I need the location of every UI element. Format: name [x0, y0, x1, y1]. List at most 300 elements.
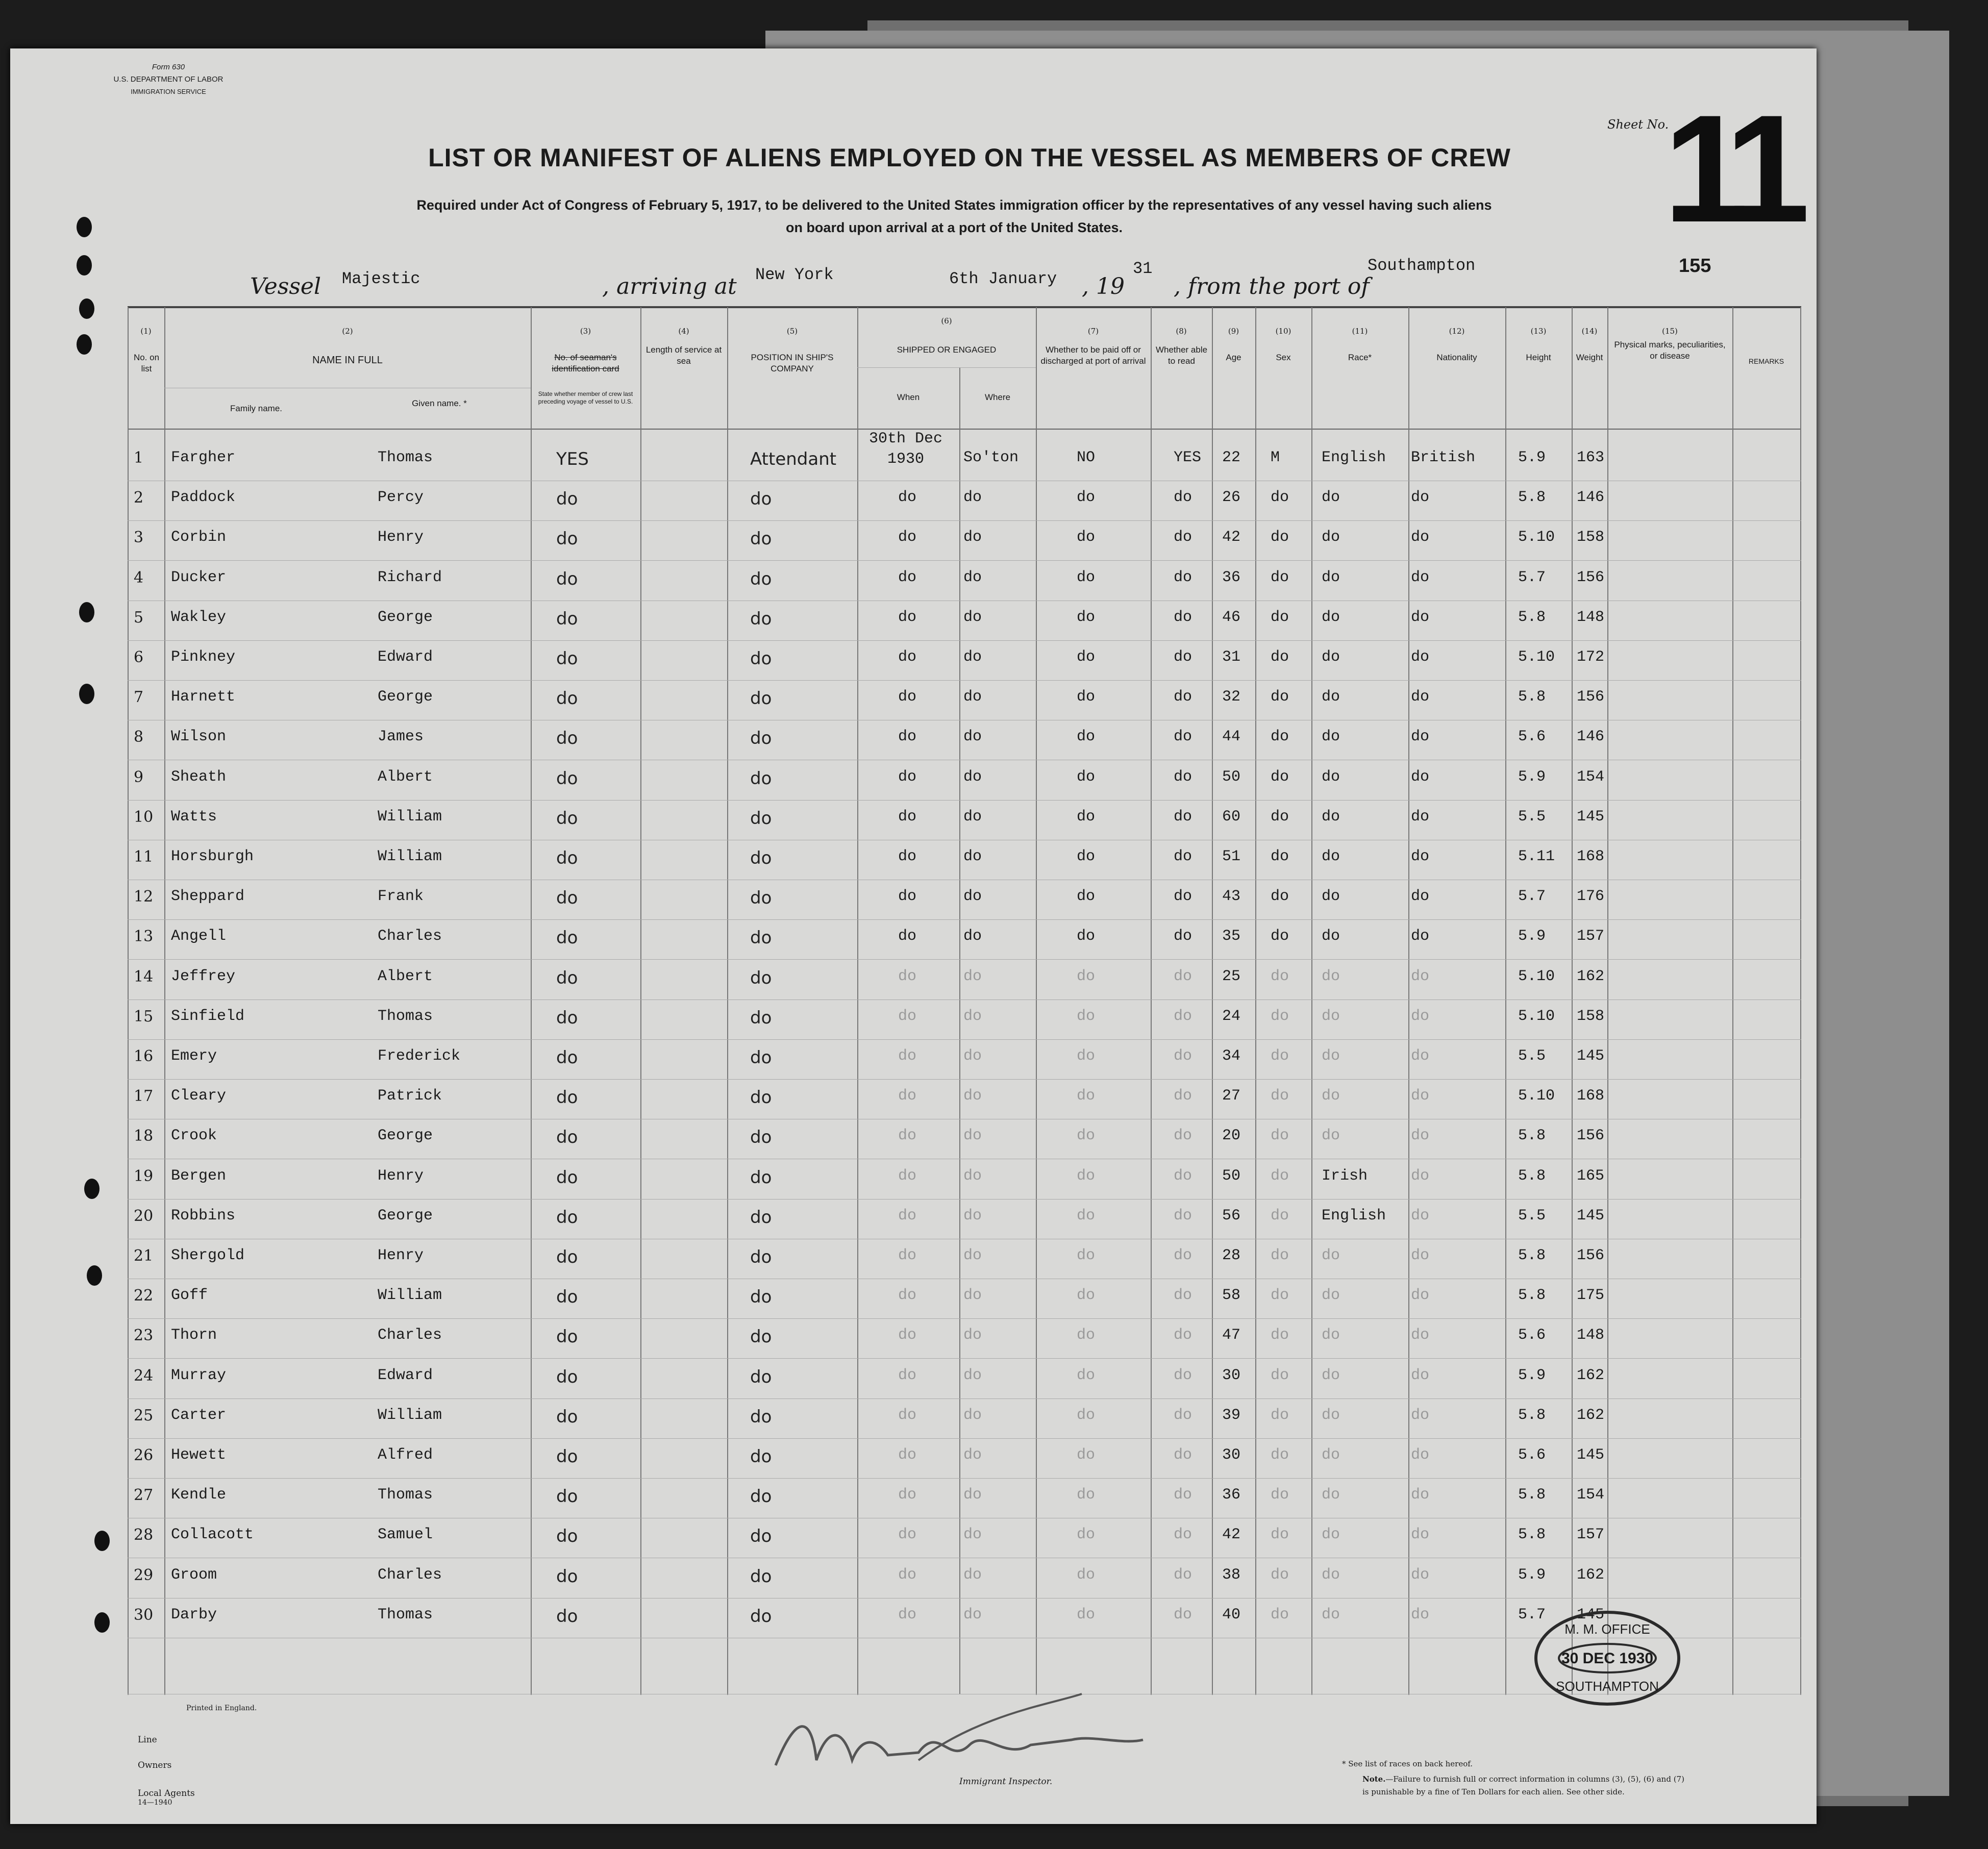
cell-paid-off: do	[1077, 608, 1096, 626]
cell-row-number: 1	[134, 449, 144, 467]
cell-height: 5.10	[1518, 967, 1555, 985]
cell-age: 51	[1222, 848, 1241, 865]
cell-shipped-when: do	[898, 1247, 917, 1264]
cell-paid-off: do	[1077, 728, 1096, 746]
cell-shipped-when: do	[898, 808, 917, 826]
cell-shipped-where: do	[963, 768, 982, 786]
cell-height: 5.10	[1518, 529, 1555, 546]
cell-weight: 156	[1577, 1247, 1605, 1264]
row-rule	[128, 1478, 1801, 1479]
cell-sex: do	[1271, 1406, 1289, 1424]
cell-able-to-read: do	[1174, 848, 1192, 865]
cell-shipped-where: do	[963, 1446, 982, 1464]
races-note: * See list of races on back hereof.	[1342, 1759, 1473, 1768]
header-separator	[128, 429, 1801, 430]
cell-position: do	[750, 1247, 772, 1267]
cell-race: do	[1322, 1606, 1340, 1623]
cell-given-name: James	[378, 728, 424, 746]
cell-height: 5.10	[1518, 1087, 1555, 1105]
cell-weight: 168	[1577, 1087, 1605, 1105]
cell-nationality: do	[1411, 1566, 1430, 1584]
cell-shipped-where: do	[963, 928, 982, 945]
cell-sex: do	[1271, 1287, 1289, 1305]
cell-shipped-when: do	[898, 489, 917, 507]
sheet-label: Sheet No.	[1607, 117, 1669, 132]
cell-age: 36	[1222, 568, 1241, 586]
cell-row-number: 5	[134, 608, 144, 627]
cell-shipped-where: do	[963, 1327, 982, 1344]
cell-weight: 145	[1577, 1446, 1605, 1464]
cell-given-name: Samuel	[378, 1526, 433, 1544]
owners-label: Owners	[138, 1760, 172, 1770]
col-where: Where	[984, 392, 1011, 402]
col-name-in-full: NAME IN FULL	[312, 355, 383, 366]
cell-sex: do	[1271, 728, 1289, 746]
cell-shipped-where: do	[963, 1047, 982, 1065]
cell-position: do	[750, 848, 772, 868]
cell-shipped-where: do	[963, 1526, 982, 1544]
cell-weight: 145	[1577, 808, 1605, 826]
cell-age: 50	[1222, 1167, 1241, 1185]
cell-weight: 145	[1577, 1047, 1605, 1065]
vessel-name: Majestic	[342, 269, 420, 288]
office-stamp	[1531, 1607, 1684, 1709]
cell-able-to-read: do	[1174, 1127, 1192, 1145]
cell-paid-off: do	[1077, 1127, 1096, 1145]
cell-able-to-read: do	[1174, 888, 1192, 906]
cell-paid-off: do	[1077, 568, 1096, 586]
col-remarks: REMARKS	[1748, 357, 1784, 365]
cell-sex: do	[1271, 1007, 1289, 1025]
cell-nationality: do	[1411, 1486, 1430, 1504]
subtitle-line-2: on board upon arrival at a port of the United States.	[785, 220, 1123, 235]
cell-able-to-read: do	[1174, 568, 1192, 586]
cell-height: 5.7	[1518, 568, 1546, 586]
cell-sex: do	[1271, 928, 1289, 945]
cell-shipped-where: do	[963, 608, 982, 626]
cell-previous-voyage: do	[556, 1167, 578, 1188]
cell-age: 24	[1222, 1007, 1241, 1025]
cell-nationality: do	[1411, 1526, 1430, 1544]
page-number: 155	[1679, 255, 1711, 277]
table-row	[0, 489, 1817, 529]
form-code: 14—1940	[138, 1798, 172, 1807]
cell-previous-voyage: do	[556, 1047, 578, 1068]
col-2-num: (2)	[342, 327, 353, 336]
note-line-2: is punishable by a fine of Ten Dollars for each alien. See other side.	[1362, 1787, 1625, 1796]
cell-height: 5.9	[1518, 768, 1546, 786]
cell-row-number: 22	[134, 1287, 154, 1305]
cell-shipped-when: do	[898, 928, 917, 945]
cell-age: 58	[1222, 1287, 1241, 1305]
cell-height: 5.8	[1518, 1167, 1546, 1185]
cell-given-name: George	[378, 1127, 433, 1145]
cell-row-number: 6	[134, 648, 144, 666]
cell-nationality: do	[1411, 768, 1430, 786]
cell-height: 5.5	[1518, 1047, 1546, 1065]
cell-paid-off: do	[1077, 1566, 1096, 1584]
cell-height: 5.9	[1518, 1566, 1546, 1584]
cell-race: do	[1322, 928, 1340, 945]
cell-nationality: do	[1411, 648, 1430, 666]
table-row	[0, 968, 1817, 1008]
table-row	[0, 1566, 1817, 1606]
table-row	[0, 1287, 1817, 1327]
cell-shipped-when: do	[898, 688, 917, 706]
punch-hole	[77, 334, 92, 355]
cell-sex: do	[1271, 1207, 1289, 1225]
cell-shipped-when: do	[898, 1446, 917, 1464]
cell-height: 5.10	[1518, 648, 1555, 666]
cell-family-name: Robbins	[171, 1207, 236, 1225]
cell-age: 44	[1222, 728, 1241, 746]
cell-sex: M	[1271, 449, 1280, 466]
cell-previous-voyage: do	[556, 608, 578, 629]
cell-position: do	[750, 1207, 772, 1228]
cell-paid-off: do	[1077, 1167, 1096, 1185]
header-subrule	[857, 367, 1036, 368]
form-header	[92, 61, 245, 98]
stamp-date: 30 DEC 1930	[1561, 1650, 1654, 1667]
cell-height: 5.8	[1518, 688, 1546, 706]
cell-paid-off: do	[1077, 808, 1096, 826]
page-subtitle	[265, 194, 1643, 239]
cell-given-name: Albert	[378, 967, 433, 985]
cell-family-name: Collacott	[171, 1526, 254, 1544]
cell-position: do	[750, 1327, 772, 1347]
table-row	[0, 1327, 1817, 1366]
cell-previous-voyage: do	[556, 1087, 578, 1108]
cell-previous-voyage: do	[556, 768, 578, 789]
cell-weight: 176	[1577, 888, 1605, 906]
cell-row-number: 30	[134, 1606, 154, 1624]
cell-given-name: Henry	[378, 529, 424, 546]
cell-shipped-when: do	[898, 1526, 917, 1544]
cell-able-to-read: do	[1174, 1207, 1192, 1225]
cell-previous-voyage: do	[556, 1007, 578, 1028]
cell-paid-off: do	[1077, 489, 1096, 507]
cell-shipped-when: do	[898, 1047, 917, 1065]
cell-row-number: 27	[134, 1486, 154, 1505]
cell-given-name: George	[378, 688, 433, 706]
table-row	[0, 1207, 1817, 1247]
note-line-1: —Failure to furnish full or correct information in columns (3), (5), (6) and (7)	[1385, 1775, 1684, 1784]
cell-paid-off: do	[1077, 1087, 1096, 1105]
cell-previous-voyage: do	[556, 1526, 578, 1547]
cell-race: do	[1322, 1446, 1340, 1464]
inspector-label: Immigrant Inspector.	[959, 1777, 1053, 1787]
cell-position: do	[750, 489, 772, 510]
cell-weight: 162	[1577, 1366, 1605, 1384]
table-row	[0, 808, 1817, 848]
col-given-name: Given name. *	[412, 398, 467, 408]
cell-position: Attendant	[750, 449, 837, 469]
cell-nationality: do	[1411, 1247, 1430, 1264]
row-rule	[128, 1398, 1801, 1399]
cell-row-number: 28	[134, 1526, 154, 1544]
cell-race: do	[1322, 1127, 1340, 1145]
cell-sex: do	[1271, 1127, 1289, 1145]
cell-paid-off: do	[1077, 1207, 1096, 1225]
cell-sex: do	[1271, 608, 1289, 626]
cell-previous-voyage: do	[556, 1327, 578, 1347]
form-number: Form 630	[152, 63, 185, 71]
cell-given-name: Thomas	[378, 1486, 433, 1504]
col-id-card-struck: No. of seaman's identification card	[552, 353, 619, 373]
cell-row-number: 8	[134, 728, 144, 746]
cell-age: 26	[1222, 489, 1241, 507]
cell-weight: 145	[1577, 1207, 1605, 1225]
cell-shipped-where: do	[963, 888, 982, 906]
cell-position: do	[750, 768, 772, 789]
cell-previous-voyage: do	[556, 1446, 578, 1467]
table-row	[0, 1047, 1817, 1087]
cell-shipped-where: do	[963, 1087, 982, 1105]
cell-row-number: 3	[134, 529, 144, 547]
cell-age: 28	[1222, 1247, 1241, 1264]
cell-height: 5.8	[1518, 489, 1546, 507]
cell-family-name: Cleary	[171, 1087, 227, 1105]
cell-weight: 156	[1577, 688, 1605, 706]
cell-height: 5.9	[1518, 928, 1546, 945]
col-age: Age	[1226, 353, 1241, 362]
cell-race: do	[1322, 1526, 1340, 1544]
from-label: , from the port of	[1174, 273, 1370, 299]
col-13-num: (13)	[1530, 327, 1547, 336]
table-row	[0, 1127, 1817, 1167]
cell-sex: do	[1271, 1087, 1289, 1105]
cell-weight: 154	[1577, 768, 1605, 786]
cell-age: 46	[1222, 608, 1241, 626]
cell-race: do	[1322, 1366, 1340, 1384]
cell-position: do	[750, 967, 772, 988]
cell-height: 5.6	[1518, 1327, 1546, 1344]
cell-nationality: do	[1411, 489, 1430, 507]
cell-sex: do	[1271, 1486, 1289, 1504]
col-14-num: (14)	[1581, 327, 1598, 336]
cell-height: 5.7	[1518, 1606, 1546, 1623]
cell-given-name: Edward	[378, 648, 433, 666]
cell-height: 5.5	[1518, 1207, 1546, 1225]
cell-nationality: do	[1411, 1127, 1430, 1145]
table-row	[0, 928, 1817, 967]
year-prefix: , 19	[1082, 273, 1125, 299]
cell-race: do	[1322, 529, 1340, 546]
cell-able-to-read: do	[1174, 928, 1192, 945]
col-3-num: (3)	[580, 327, 591, 336]
cell-weight: 148	[1577, 608, 1605, 626]
cell-shipped-where: do	[963, 1207, 982, 1225]
cell-sex: do	[1271, 1167, 1289, 1185]
cell-height: 5.8	[1518, 1486, 1546, 1504]
cell-shipped-when: do	[898, 1366, 917, 1384]
cell-paid-off: do	[1077, 1247, 1096, 1264]
cell-race: do	[1322, 1047, 1340, 1065]
cell-previous-voyage: do	[556, 1566, 578, 1587]
cell-row-number: 18	[134, 1127, 154, 1145]
cell-sex: do	[1271, 1247, 1289, 1264]
cell-able-to-read: do	[1174, 1526, 1192, 1544]
cell-row-number: 26	[134, 1446, 154, 1464]
cell-position: do	[750, 688, 772, 709]
cell-weight: 145	[1577, 1606, 1605, 1623]
cell-position: do	[750, 1127, 772, 1148]
cell-height: 5.10	[1518, 1007, 1555, 1025]
cell-row-number: 21	[134, 1247, 154, 1265]
cell-weight: 175	[1577, 1287, 1605, 1305]
punch-hole	[77, 217, 92, 237]
cell-race: do	[1322, 967, 1340, 985]
cell-row-number: 23	[134, 1327, 154, 1345]
cell-sex: do	[1271, 1366, 1289, 1384]
cell-family-name: Pinkney	[171, 648, 236, 666]
cell-age: 42	[1222, 1526, 1241, 1544]
cell-able-to-read: do	[1174, 1446, 1192, 1464]
cell-row-number: 15	[134, 1007, 154, 1026]
cell-family-name: Angell	[171, 928, 227, 945]
cell-able-to-read: do	[1174, 1087, 1192, 1105]
col-11-num: (11)	[1352, 327, 1368, 336]
cell-able-to-read: do	[1174, 768, 1192, 786]
cell-nationality: do	[1411, 529, 1430, 546]
cell-paid-off: do	[1077, 1366, 1096, 1384]
table-row	[0, 728, 1817, 768]
cell-age: 32	[1222, 688, 1241, 706]
cell-able-to-read: do	[1174, 489, 1192, 507]
cell-sex: do	[1271, 1526, 1289, 1544]
cell-weight: 154	[1577, 1486, 1605, 1504]
cell-position: do	[750, 1087, 772, 1108]
cell-nationality: do	[1411, 967, 1430, 985]
cell-paid-off: do	[1077, 848, 1096, 865]
cell-row-number: 10	[134, 808, 154, 826]
cell-previous-voyage: do	[556, 1287, 578, 1308]
cell-position: do	[750, 1366, 772, 1387]
row-rule	[128, 1438, 1801, 1439]
cell-shipped-when: do	[898, 1486, 917, 1504]
cell-row-number: 17	[134, 1087, 154, 1106]
cell-position: do	[750, 1047, 772, 1068]
cell-age: 60	[1222, 808, 1241, 826]
row-rule	[128, 680, 1801, 681]
cell-shipped-where: do	[963, 848, 982, 865]
arriving-label: , arriving at	[602, 273, 737, 299]
cell-weight: 146	[1577, 728, 1605, 746]
cell-able-to-read: do	[1174, 808, 1192, 826]
cell-given-name: William	[378, 1287, 442, 1305]
cell-previous-voyage: do	[556, 728, 578, 749]
cell-able-to-read: do	[1174, 1406, 1192, 1424]
cell-position: do	[750, 1167, 772, 1188]
cell-able-to-read: do	[1174, 1247, 1192, 1264]
cell-paid-off: do	[1077, 688, 1096, 706]
row-rule	[128, 959, 1801, 960]
cell-nationality: do	[1411, 1047, 1430, 1065]
cell-family-name: Sheath	[171, 768, 227, 786]
cell-weight: 165	[1577, 1167, 1605, 1185]
page-title: LIST OR MANIFEST OF ALIENS EMPLOYED ON THE VESSEL AS MEMBERS OF CREW	[428, 143, 1511, 172]
cell-family-name: Jeffrey	[171, 967, 236, 985]
table-row	[0, 609, 1817, 648]
cell-family-name: Shergold	[171, 1247, 245, 1264]
cell-height: 5.8	[1518, 1406, 1546, 1424]
cell-paid-off: do	[1077, 768, 1096, 786]
cell-height: 5.8	[1518, 1526, 1546, 1544]
cell-shipped-when: do	[898, 568, 917, 586]
cell-row-number: 16	[134, 1047, 154, 1065]
cell-family-name: Darby	[171, 1606, 217, 1623]
cell-nationality: do	[1411, 1087, 1430, 1105]
table-row	[0, 688, 1817, 728]
col-sex: Sex	[1276, 353, 1291, 362]
cell-weight: 146	[1577, 489, 1605, 507]
col-race: Race*	[1348, 353, 1372, 362]
table-row	[0, 1526, 1817, 1566]
cell-given-name: Henry	[378, 1167, 424, 1185]
cell-given-name: Percy	[378, 489, 424, 507]
printed-in: Printed in England.	[186, 1704, 257, 1712]
cell-previous-voyage: do	[556, 648, 578, 669]
cell-position: do	[750, 1526, 772, 1547]
col-when: When	[897, 392, 920, 402]
cell-sex: do	[1271, 1606, 1289, 1623]
col-12-num: (12)	[1449, 327, 1465, 336]
cell-family-name: Horsburgh	[171, 848, 254, 865]
cell-family-name: Murray	[171, 1366, 227, 1384]
cell-position: do	[750, 1007, 772, 1028]
cell-sex: do	[1271, 688, 1289, 706]
cell-sex: do	[1271, 568, 1289, 586]
cell-race: do	[1322, 888, 1340, 906]
cell-row-number: 9	[134, 768, 144, 786]
cell-height: 5.6	[1518, 1446, 1546, 1464]
cell-paid-off: do	[1077, 1327, 1096, 1344]
cell-paid-off: do	[1077, 1287, 1096, 1305]
row-rule	[128, 1318, 1801, 1319]
cell-weight: 158	[1577, 529, 1605, 546]
cell-position: do	[750, 1486, 772, 1507]
cell-shipped-where: do	[963, 1247, 982, 1264]
stamp-office: M. M. OFFICE	[1564, 1621, 1650, 1637]
cell-paid-off: NO	[1077, 449, 1096, 466]
cell-able-to-read: do	[1174, 1606, 1192, 1623]
cell-sex: do	[1271, 1566, 1289, 1584]
table-row	[0, 648, 1817, 688]
cell-race: do	[1322, 1287, 1340, 1305]
cell-position: do	[750, 888, 772, 909]
vessel-line	[245, 256, 1623, 306]
cell-family-name: Goff	[171, 1287, 208, 1305]
cell-previous-voyage: do	[556, 1127, 578, 1148]
cell-nationality: do	[1411, 1007, 1430, 1025]
cell-paid-off: do	[1077, 1526, 1096, 1544]
cell-family-name: Sheppard	[171, 888, 245, 906]
cell-row-number: 7	[134, 688, 144, 707]
cell-shipped-when: 30th Dec 1930	[868, 430, 943, 468]
table-row	[0, 430, 1817, 489]
service: IMMIGRATION SERVICE	[131, 88, 206, 95]
row-rule	[128, 1358, 1801, 1359]
cell-weight: 162	[1577, 1566, 1605, 1584]
cell-position: do	[750, 608, 772, 629]
col-previous-voyage: State whether member of crew last preceding voyage of vessel to U.S.	[538, 390, 633, 405]
cell-paid-off: do	[1077, 1047, 1096, 1065]
cell-sex: do	[1271, 1446, 1289, 1464]
cell-previous-voyage: do	[556, 808, 578, 829]
cell-family-name: Emery	[171, 1047, 217, 1065]
col-height: Height	[1526, 353, 1551, 362]
cell-family-name: Sinfield	[171, 1007, 245, 1025]
